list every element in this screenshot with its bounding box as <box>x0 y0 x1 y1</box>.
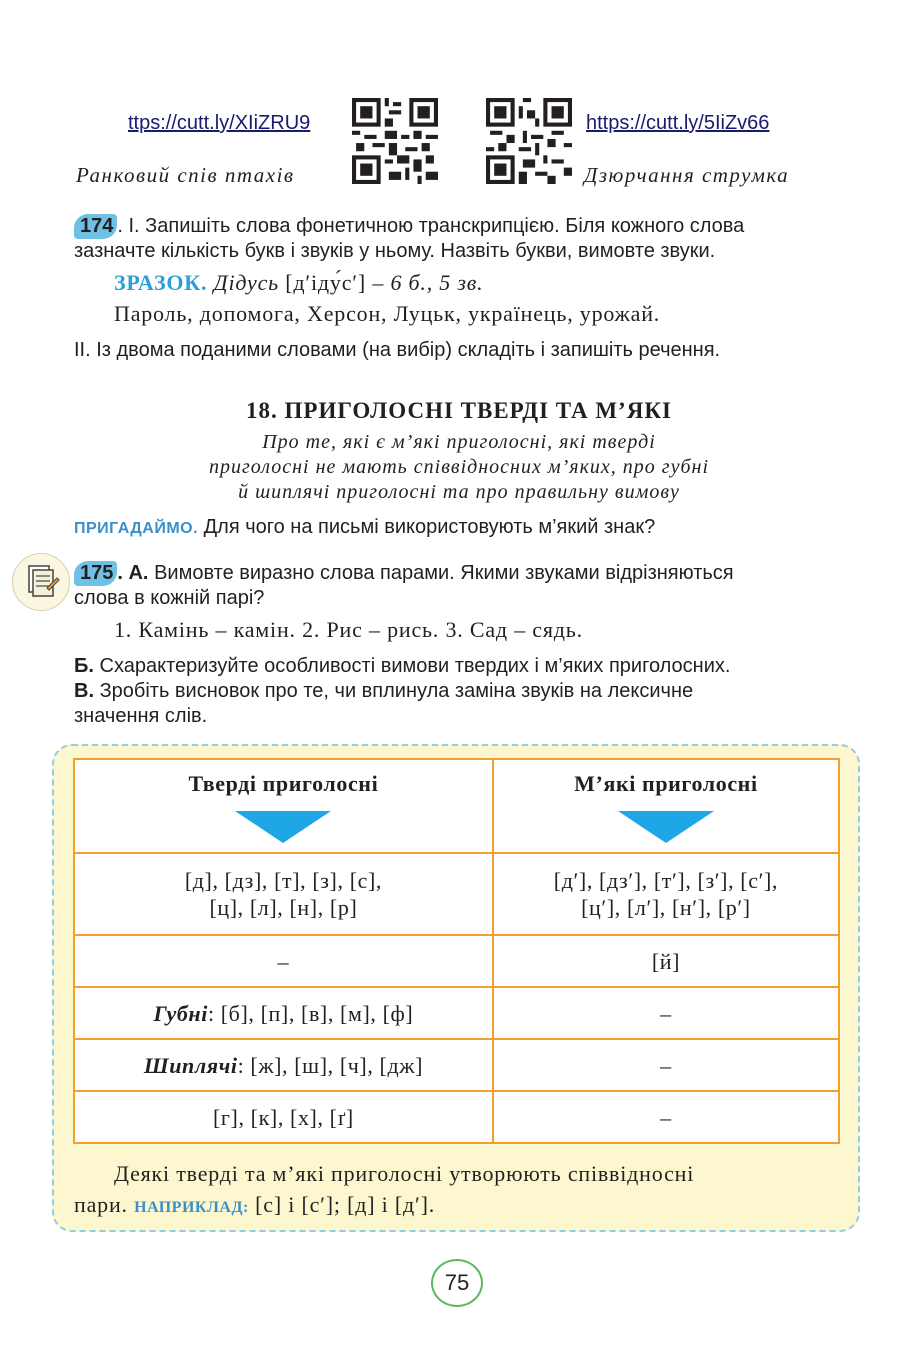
sample-word: Дідусь <box>213 270 279 295</box>
table-cell-soft: – <box>493 1039 839 1091</box>
word-pairs: 1. Камінь – камін. 2. Рис – рись. 3. Сад – сядь. <box>114 617 583 642</box>
cell-line: [д′], [дз′], [т′], [з′], [с′], <box>553 868 779 893</box>
table-row <box>74 1091 839 1143</box>
exercise-174-sample <box>114 270 483 296</box>
header-hard <box>74 759 493 853</box>
exercise-174-part2: ІІ. Із двома поданими словами (на вибір) складіть і запишіть речення. <box>74 339 721 361</box>
table-cell-hard <box>74 1039 493 1091</box>
sample-transcription: [д′іду́с′] <box>285 270 367 295</box>
table-cell-hard: [г], [к], [х], [ґ] <box>74 1091 493 1143</box>
part-a-label: . А. <box>117 562 149 584</box>
sibilant-sounds: : [ж], [ш], [ч], [дж] <box>237 1052 423 1078</box>
subtitle-line-2: приголосні не мають співвідносних м’яких, про губні <box>208 456 710 478</box>
qr-code-right-icon <box>486 98 572 184</box>
table-cell-soft: [й] <box>493 935 839 987</box>
table-row <box>74 1039 839 1091</box>
header-soft <box>493 759 839 853</box>
table-cell-soft: – <box>493 1091 839 1143</box>
table-cell-soft <box>493 853 839 935</box>
recall-label: ПРИГАДАЙМО. <box>74 520 199 537</box>
part-v-text-line2: значення слів. <box>74 705 208 727</box>
cell-line: [ц], [л], [н], [р] <box>209 895 358 920</box>
recall-text: Для чого на письмі використовують м’який знак? <box>203 516 656 538</box>
qr-link-left[interactable]: ttps://cutt.ly/XIiZRU9 <box>128 112 311 134</box>
table-cell-hard <box>74 853 493 935</box>
rule-note <box>74 1158 844 1223</box>
example-label: НАПРИКЛАД: <box>134 1199 249 1216</box>
table-cell-hard <box>74 987 493 1039</box>
exercise-175-a <box>74 561 854 611</box>
table-row <box>74 935 839 987</box>
consonants-table <box>73 758 840 1144</box>
cell-line: [д], [дз], [т], [з], [с], <box>184 868 383 893</box>
cell-line: [ц′], [л′], [н′], [р′] <box>581 895 751 920</box>
part-a-text-line2: слова в кожній парі? <box>74 587 265 609</box>
part-a-text-line1: Вимовте виразно слова парами. Якими звуками відрізняються <box>154 562 734 584</box>
part-b-label: Б. <box>74 655 94 677</box>
qr-code-left-icon <box>352 98 438 184</box>
exercise-174-words: Пароль, допомога, Херсон, Луцьк, українець, урожай. <box>114 301 661 326</box>
qr-caption-right: Дзюрчання струмка <box>584 163 790 187</box>
exercise-number-174: 174 <box>74 214 117 239</box>
table-row <box>74 987 839 1039</box>
table-cell-soft: – <box>493 987 839 1039</box>
exercise-175-bv <box>74 654 854 729</box>
exercise-174 <box>74 214 854 264</box>
sibilant-label: Шиплячі <box>143 1052 238 1078</box>
section-title: 18. ПРИГОЛОСНІ ТВЕРДІ ТА М’ЯКІ <box>246 398 672 423</box>
part-b-text: Схарактеризуйте особливості вимови твердих і м’яких приголосних. <box>99 655 731 677</box>
rule-note-line1: Деякі тверді та м’які приголосні утворюють співвідносні <box>114 1161 695 1186</box>
sample-label: ЗРАЗОК. <box>114 270 208 295</box>
page-number: 75 <box>431 1259 483 1307</box>
subtitle-line-3: й шиплячі приголосні та про правильну вимову <box>238 481 680 503</box>
qr-caption-left: Ранковий спів птахів <box>76 163 295 187</box>
subtitle-line-1: Про те, які є м’які приголосні, які тверді <box>262 431 656 453</box>
table-cell-hard: – <box>74 935 493 987</box>
rule-note-line2-end: [с] і [с′]; [д] і [д′]. <box>255 1192 436 1217</box>
rule-note-line2-start: пари. <box>74 1192 128 1217</box>
part-v-text-line1: Зробіть висновок про те, чи вплинула заміна звуків на лексичне <box>99 680 694 702</box>
section-subtitle <box>0 430 918 505</box>
labial-sounds: : [б], [п], [в], [м], [ф] <box>207 1000 414 1026</box>
arrow-down-icon <box>235 811 331 843</box>
part-v-label: В. <box>74 680 94 702</box>
header-soft-label: М’які приголосні <box>574 770 758 796</box>
notebook-icon <box>12 553 70 611</box>
table-header-row <box>74 759 839 853</box>
labial-label: Губні <box>153 1000 208 1026</box>
recall-question <box>74 515 655 541</box>
sample-counts: – 6 б., 5 зв. <box>372 270 484 295</box>
exercise-174-task-line1: . І. Запишіть слова фонетичною транскрипцією. Біля кожного слова <box>117 215 745 237</box>
arrow-down-icon <box>618 811 714 843</box>
exercise-174-task-line2: зазначте кількість букв і звуків у ньому. Назвіть букви, вимовте звуки. <box>74 240 716 262</box>
header-hard-label: Тверді приголосні <box>188 770 379 796</box>
exercise-number-175: 175 <box>74 561 117 586</box>
qr-link-right[interactable]: https://cutt.ly/5IiZv66 <box>586 112 770 134</box>
table-row <box>74 853 839 935</box>
